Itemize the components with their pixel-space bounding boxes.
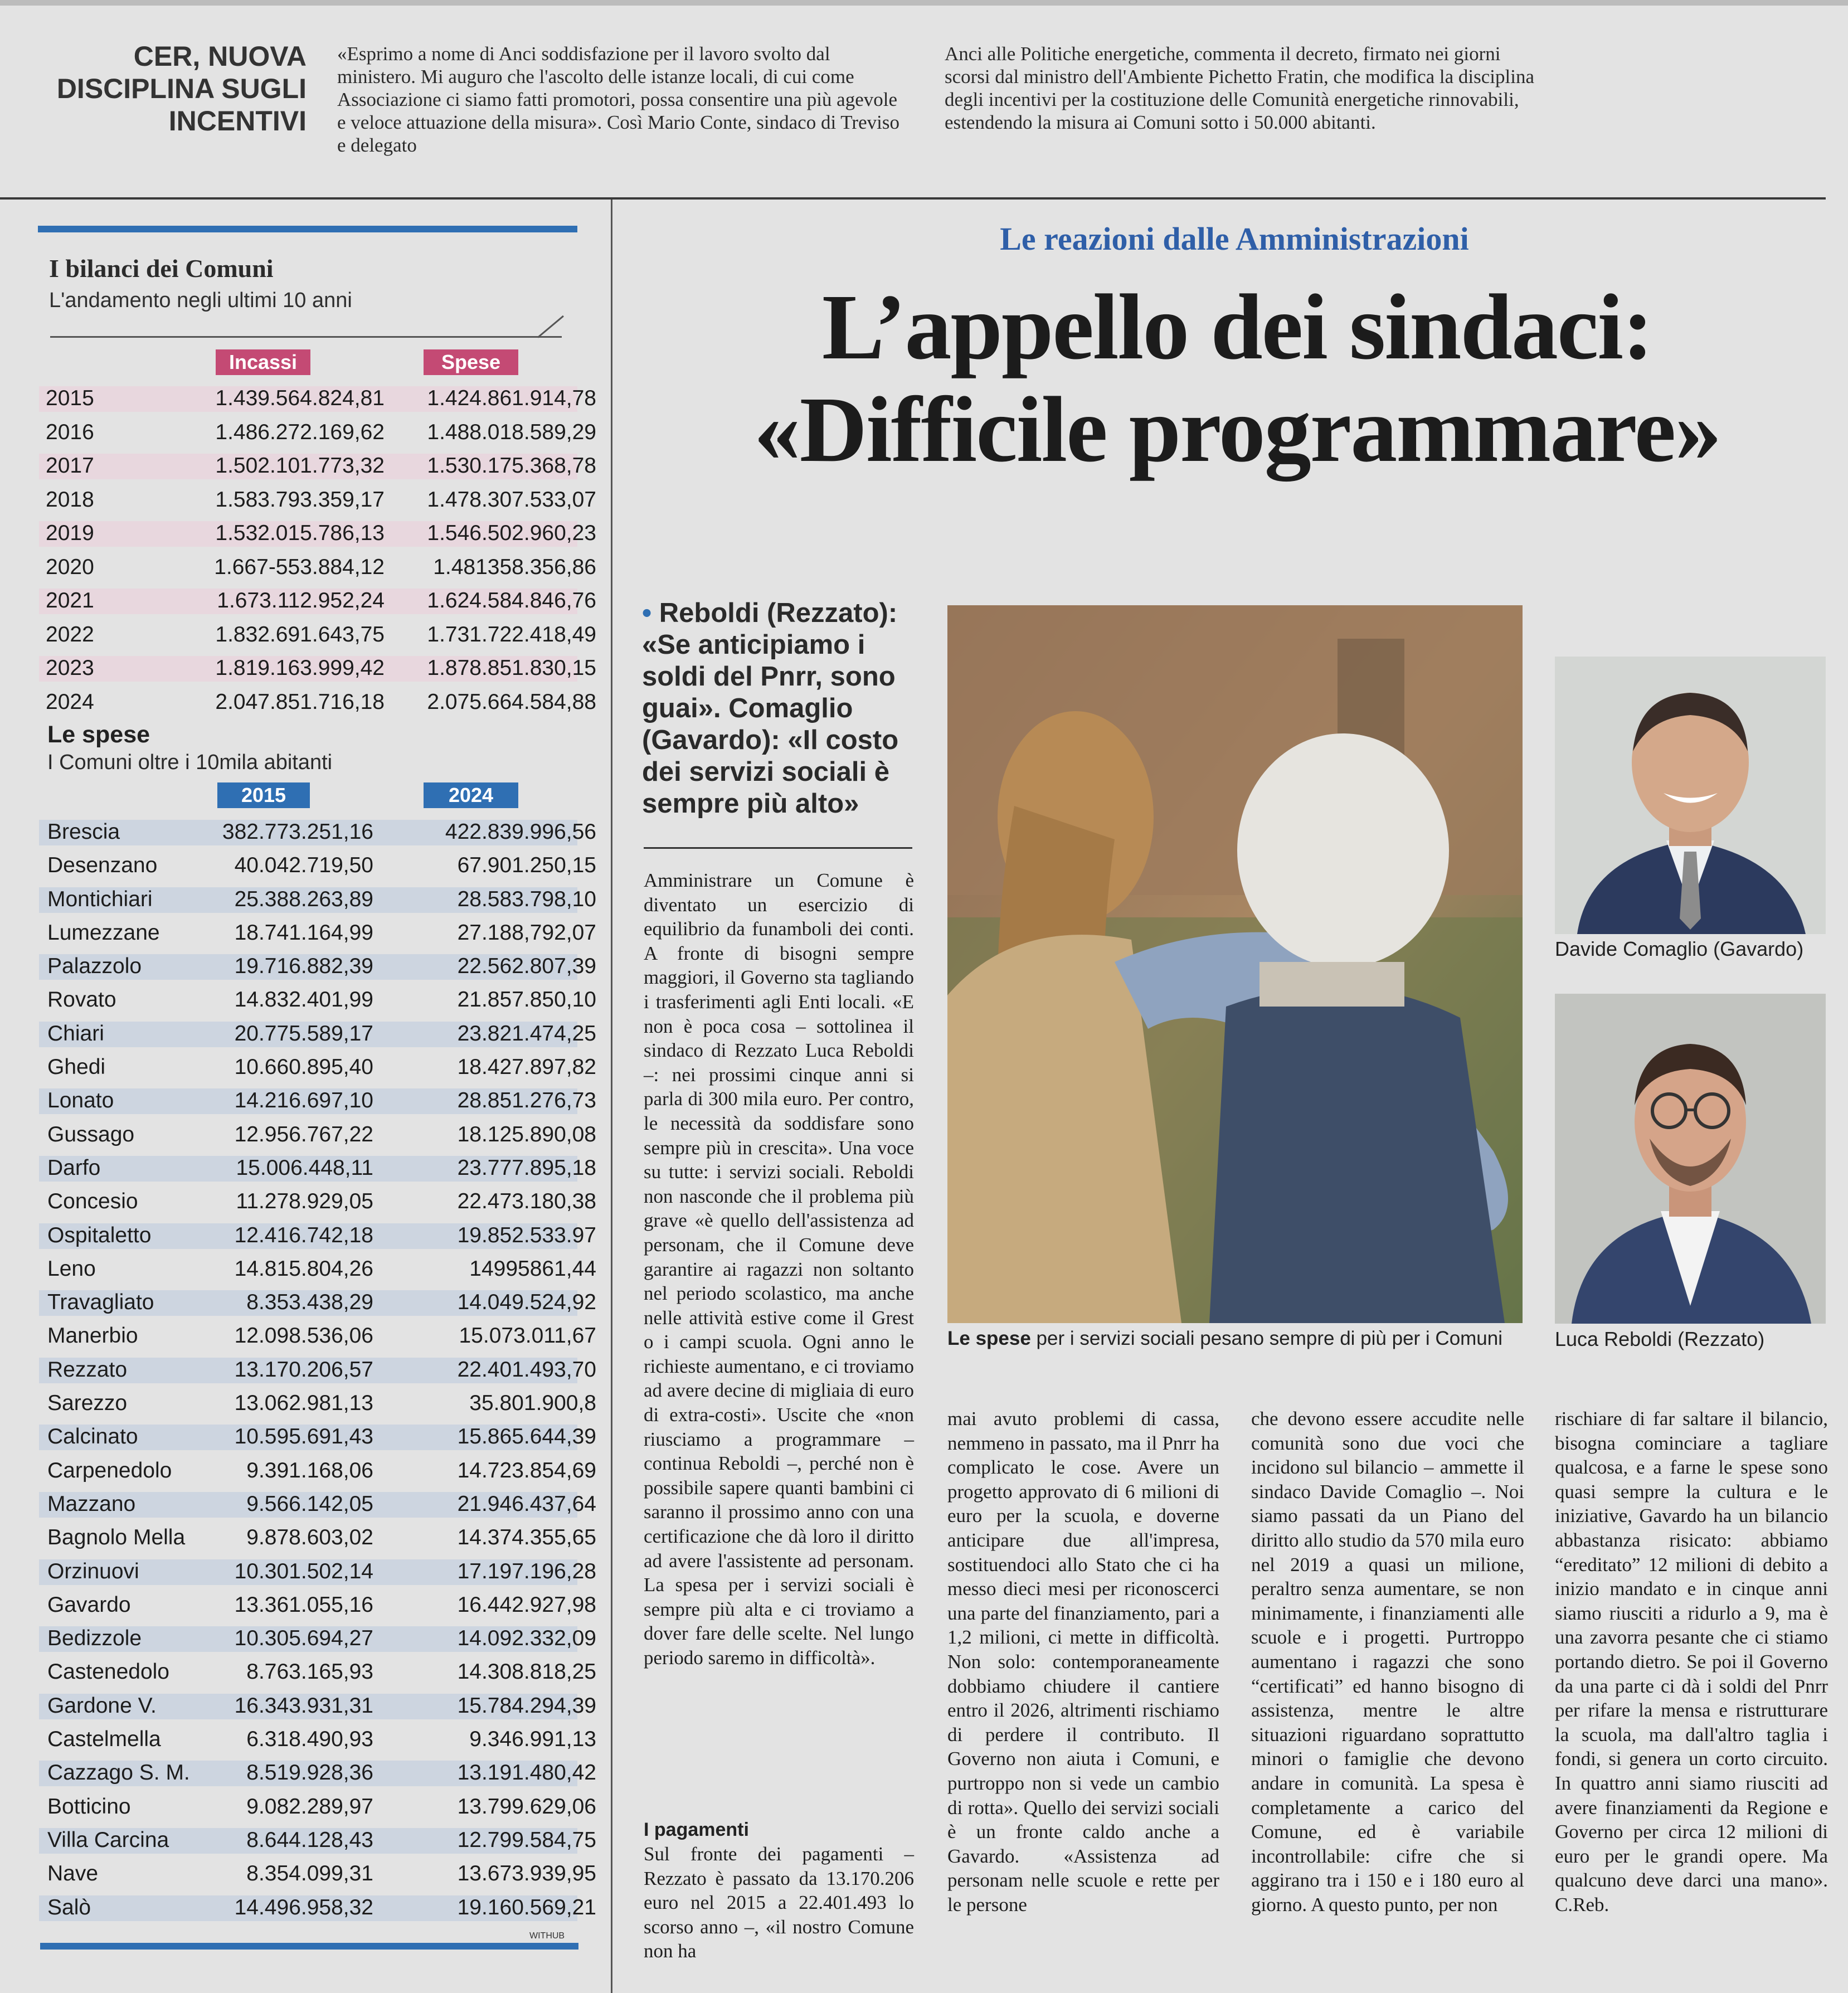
- spesa-2024-cell: 14.308.818,25: [457, 1660, 596, 1684]
- spese-cell: 1.424.861.914,78: [427, 386, 596, 410]
- table-row: [39, 1589, 596, 1622]
- table-row: [39, 1387, 596, 1421]
- spesa-2015-cell: 8.353.438,29: [246, 1290, 373, 1315]
- comune-name-cell: Desenzano: [47, 853, 158, 878]
- spesa-2024-cell: 18.125.890,08: [457, 1122, 596, 1146]
- table-row: [39, 686, 596, 720]
- spesa-2015-cell: 9.391.168,06: [246, 1458, 373, 1482]
- comune-name-cell: Palazzolo: [47, 954, 142, 979]
- caption-bold: Le spese: [947, 1328, 1031, 1349]
- comune-name-cell: Sarezzo: [47, 1391, 128, 1416]
- bilanci-table: [39, 382, 596, 720]
- spesa-2024-cell: 23.821.474,25: [457, 1021, 596, 1046]
- spesa-2024-cell: 12.799.584,75: [457, 1827, 596, 1852]
- table-row: [39, 1185, 596, 1219]
- table-row: [39, 950, 596, 984]
- article-column-3: che devono essere accudite nelle comunità sono due voci che incidono sul bilancio – ammette il sindaco Davide Comaglio –. Noi siamo passati da un Piano del diritto allo studio da 570 mila euro nel 2019 a quasi un milione, peraltro senza aumentare, se non minimamente, i finanziamenti alle scuole e i progetti. Purtroppo aumentano i ragazzi che sono “certificati” ed hanno bisogno di assistenza, mentre le altre situazioni riguardano soprattutto minori o famiglie che devono andare in comunità. La spesa è completamente a carico del Comune, ed è variabile incontrollabile: cifre che si aggirano tra i 150 e i 180 euro al giorno. A questo punto, per non: [1251, 1408, 1524, 1916]
- headline-line-2: «Difficile programmare»: [753, 378, 1721, 482]
- spesa-2015-cell: 19.716.882,39: [234, 954, 373, 979]
- portrait-caption-comaglio: Davide Comaglio (Gavardo): [1555, 937, 1804, 960]
- table-row: [39, 816, 596, 849]
- table-row: [39, 517, 596, 551]
- column-header-2015: 2015: [217, 782, 310, 808]
- comune-name-cell: Bedizzole: [47, 1626, 142, 1651]
- table-row: [39, 1892, 596, 1925]
- comune-name-cell: Lumezzane: [47, 920, 160, 945]
- spesa-2015-cell: 13.170.206,57: [234, 1357, 373, 1382]
- brief-text-2: Anci alle Politiche energetiche, commenta il decreto, firmato nei giorni scorsi dal ministro dell'Ambiente Pichetto Fratin, che modifica la disciplina degli incentivi per la costituzione delle Comunità energetiche rinnovabili, estendendo la misura ai Comuni sotto i 50.000 abitanti.: [945, 43, 1535, 133]
- year-cell: 2022: [46, 622, 94, 646]
- spesa-2015-cell: 13.361.055,16: [234, 1592, 373, 1617]
- spese-cell: 1.878.851.830,15: [427, 656, 596, 680]
- table-row: [39, 883, 596, 917]
- spese-cell: 1.478.307.533,07: [427, 487, 596, 512]
- comune-name-cell: Leno: [47, 1256, 96, 1281]
- spesa-2024-cell: 21.857.850,10: [457, 988, 596, 1012]
- comune-name-cell: Mazzano: [47, 1491, 136, 1516]
- year-cell: 2024: [46, 689, 94, 714]
- table-row: [39, 1791, 596, 1824]
- comune-name-cell: Nave: [47, 1861, 99, 1886]
- incassi-cell: 1.502.101.773,32: [215, 454, 385, 478]
- year-cell: 2018: [46, 487, 94, 512]
- table-row: [39, 1723, 596, 1757]
- spese-cell: 1.530.175.368,78: [427, 454, 596, 478]
- incassi-cell: 1.667-553.884,12: [214, 555, 385, 579]
- spesa-2015-cell: 14.216.697,10: [234, 1088, 373, 1113]
- article-column-4: rischiare di far saltare il bilancio, bisogna cominciare a tagliare qualcosa, e a farne le spese sono quasi sempre la cultura e le iniziative, Gavardo ha un bilancio abbastanza risicato: abbiamo “ereditato” 12 milioni di debito a inizio mandato e in cinque anni siamo riusciti a ridurlo a 9, ma è una zavorra pesante che ci stiamo portando dietro. Se poi il Governo da una parte ci dà i soldi del Pnrr per rifare la mensa e ristrutturare la scuola, ma dall'altro taglia i fondi, si genera un corto circuito. In quattro anni siamo riusciti ad avere finanziamenti da Regione e Governo per circa 12 milioni di euro per le grandi opere. Ma qualcuno deve darci una mano». C.Reb.: [1555, 1408, 1828, 1916]
- comune-name-cell: Concesio: [47, 1189, 138, 1214]
- table-row: [39, 917, 596, 950]
- comune-name-cell: Ospitaletto: [47, 1223, 152, 1247]
- spesa-2024-cell: 18.427.897,82: [457, 1055, 596, 1080]
- spesa-2015-cell: 8.644.128,43: [246, 1827, 373, 1852]
- spesa-2024-cell: 17.197.196,28: [457, 1559, 596, 1583]
- table-row: [39, 1286, 596, 1320]
- spese-table: [39, 816, 596, 1925]
- column-header-spese: Spese: [424, 349, 518, 375]
- comune-name-cell: Bagnolo Mella: [47, 1525, 186, 1550]
- table-row: [39, 1488, 596, 1522]
- spesa-2024-cell: 21.946.437,64: [457, 1491, 596, 1516]
- spese-cell: 1.546.502.960,23: [427, 521, 596, 545]
- spesa-2015-cell: 13.062.981,13: [234, 1391, 373, 1416]
- spesa-2024-cell: 22.473.180,38: [457, 1189, 596, 1214]
- article-subhead: [642, 597, 915, 820]
- spesa-2024-cell: 13.191.480,42: [457, 1761, 596, 1785]
- spesa-2024-cell: 35.801.900,8: [469, 1391, 596, 1416]
- table-row: [39, 585, 596, 619]
- comune-name-cell: Brescia: [47, 820, 120, 844]
- table-row: [39, 1320, 596, 1353]
- incassi-cell: 1.819.163.999,42: [215, 656, 385, 680]
- top-rule: [0, 0, 1848, 6]
- spesa-2015-cell: 10.595.691,43: [234, 1425, 373, 1449]
- spesa-2024-cell: 14995861,44: [469, 1256, 596, 1281]
- spesa-2024-cell: 9.346.991,13: [469, 1727, 596, 1752]
- comune-name-cell: Carpenedolo: [47, 1458, 172, 1482]
- spesa-2015-cell: 14.815.804,26: [234, 1256, 373, 1281]
- table-row: [39, 1219, 596, 1253]
- comune-name-cell: Manerbio: [47, 1324, 138, 1348]
- article-column-1: Amministrare un Comune è diventato un esercizio di equilibrio da funamboli dei conti. A fronte di bisogni sempre maggiori, il Governo sta tagliando i trasferimenti agli Enti locali. «E non è poca cosa – sottolinea il sindaco di Rezzato Luca Reboldi –: nei prossimi cinque anni si parla di 300 mila euro. Per contro, le necessità da soddisfare sono sempre più in crescita». Una voce su tutte: i servizi sociali. Reboldi non nasconde che il problema più grave «è quello dell'assistenza ad personam, che il Comune deve garantire ai ragazzi non soltanto nel periodo scolastico, ma anche nelle attività estive come il Grest o i campi scuola. Ogni anno le richieste aumentano, e ci troviamo ad avere decine di migliaia di euro di extra-costi». Uscite che «non riusciamo a programmare – continua Reboldi –, perché non è possibile sapere quanti bambini ci saranno il prossimo anno con una certificazione che dà loro il diritto ad avere l'assistente ad personam. La spesa per i servizi sociali è sempre più alta e ci troviamo a dover fare delle scelte. Nel lungo periodo saremo in difficoltà».: [644, 869, 914, 1669]
- spesa-2024-cell: 67.901.250,15: [457, 853, 596, 878]
- spesa-2024-cell: 14.723.854,69: [457, 1458, 596, 1482]
- comune-name-cell: Botticino: [47, 1794, 131, 1819]
- spesa-2015-cell: 382.773.251,16: [222, 820, 373, 844]
- table-row: [39, 1455, 596, 1488]
- article-subheading: I pagamenti: [644, 1819, 749, 1840]
- year-cell: 2020: [46, 555, 94, 579]
- comune-name-cell: Gardone V.: [47, 1693, 157, 1718]
- main-photo: [947, 605, 1523, 1323]
- incassi-cell: 1.486.272.169,62: [215, 420, 385, 444]
- comune-name-cell: Lonato: [47, 1088, 114, 1113]
- column-divider: [611, 200, 612, 1993]
- year-cell: 2015: [46, 386, 94, 410]
- spesa-2024-cell: 14.374.355,65: [457, 1525, 596, 1550]
- incassi-cell: 1.673.112.952,24: [217, 589, 385, 613]
- table-row: [39, 1824, 596, 1858]
- table-row: [39, 382, 596, 416]
- subhead-text: Reboldi (Rezzato): «Se anticipiamo i soldi del Pnrr, sono guai». Comaglio (Gavardo): «Il costo dei servizi sociali è sempre più alto»: [642, 598, 899, 819]
- spesa-2024-cell: 22.401.493,70: [457, 1357, 596, 1382]
- headline-line-1: L’appello dei sindaci:: [821, 275, 1653, 379]
- spesa-2024-cell: 15.784.294,39: [457, 1693, 596, 1718]
- photo-caption: [947, 1328, 1527, 1350]
- table-row: [39, 1858, 596, 1891]
- spesa-2015-cell: 8.354.099,31: [246, 1861, 373, 1886]
- spesa-2015-cell: 14.496.958,32: [234, 1895, 373, 1919]
- article-column-2: mai avuto problemi di cassa, nemmeno in passato, ma il Pnrr ha complicato le cose. Avere un progetto approvato di 6 milioni di euro per la scuola, e doverne anticipare due all'impresa, sostituendoci allo Stato che ci ha messo dieci mesi per riconoscerci una parte del finanziamento, pari a 1,2 milioni, ci mette in difficoltà. Non solo: contemporaneamente dobbiamo chiudere il cantiere entro il 2026, altrimenti rischiamo di perdere il contributo. Il Governo non aiuta i Comuni, e purtroppo non si vede un cambio di rotta». Quello dei servizi sociali è un fronte caldo anche a Gavardo. «Assistenza ad personam nelle scuole e rette per le persone: [947, 1408, 1219, 1916]
- spesa-2015-cell: 6.318.490,93: [246, 1727, 373, 1752]
- comune-name-cell: Orzinuovi: [47, 1559, 139, 1583]
- spesa-2024-cell: 28.851.276,73: [457, 1088, 596, 1113]
- table-title: I bilanci dei Comuni: [49, 254, 274, 283]
- comune-name-cell: Rezzato: [47, 1357, 128, 1382]
- spesa-2015-cell: 10.301.502,14: [234, 1559, 373, 1583]
- article-column-1-continued: Sul fronte dei pagamenti – Rezzato è passato da 13.170.206 euro nel 2015 a 22.401.493 lo scorso anno –, «il nostro Comune non ha: [644, 1843, 914, 1962]
- table-row: [39, 619, 596, 653]
- spesa-2015-cell: 16.343.931,31: [234, 1693, 373, 1718]
- table-row: [39, 450, 596, 484]
- article-kicker: Le reazioni dalle Amministrazioni: [1000, 221, 1469, 257]
- comune-name-cell: Castelmella: [47, 1727, 161, 1752]
- portrait-comaglio: [1555, 657, 1826, 934]
- spese-cell: 2.075.664.584,88: [427, 689, 596, 714]
- spesa-2024-cell: 19.160.569,21: [457, 1895, 596, 1919]
- spesa-2015-cell: 12.098.536,06: [234, 1324, 373, 1348]
- spesa-2024-cell: 13.799.629,06: [457, 1794, 596, 1819]
- table-row: [39, 1152, 596, 1185]
- column-header-incassi: Incassi: [216, 349, 310, 375]
- table-credit: WITHUB: [529, 1931, 565, 1941]
- incassi-cell: 1.532.015.786,13: [215, 521, 385, 545]
- spesa-2015-cell: 40.042.719,50: [234, 853, 373, 878]
- spesa-2024-cell: 27.188,792,07: [457, 920, 596, 945]
- spesa-2015-cell: 20.775.589,17: [234, 1021, 373, 1046]
- section-divider: [0, 197, 1826, 200]
- spesa-2024-cell: 16.442.927,98: [457, 1592, 596, 1617]
- table-row: [39, 551, 596, 585]
- comune-name-cell: Villa Carcina: [47, 1827, 169, 1852]
- table-row: [39, 1354, 596, 1387]
- table-row: [39, 416, 596, 450]
- table-row: [39, 1522, 596, 1555]
- spesa-2024-cell: 22.562.807,39: [457, 954, 596, 979]
- year-cell: 2019: [46, 521, 94, 545]
- spesa-2015-cell: 12.956.767,22: [234, 1122, 373, 1146]
- spesa-2015-cell: 8.763.165,93: [246, 1660, 373, 1684]
- table-rule-corner: [537, 315, 564, 338]
- spesa-2015-cell: 12.416.742,18: [234, 1223, 373, 1247]
- table-row: [39, 1051, 596, 1085]
- comune-name-cell: Castenedolo: [47, 1660, 169, 1684]
- table-subtitle: L'andamento negli ultimi 10 anni: [49, 289, 352, 312]
- spesa-2015-cell: 9.878.603,02: [246, 1525, 373, 1550]
- table-row: [39, 652, 596, 686]
- table-row: [39, 1421, 596, 1454]
- column-header-2024: 2024: [424, 782, 518, 808]
- table-row: [39, 1690, 596, 1723]
- table-row: [39, 1656, 596, 1689]
- comune-name-cell: Chiari: [47, 1021, 104, 1046]
- brief-text-1: «Esprimo a nome di Anci soddisfazione per il lavoro svolto dal ministero. Mi auguro che l'ascolto delle istanze locali, di cui come Associazione ci siamo fatti promotori, possa consentire una più agevole e veloce attuazione della misura». Così Mario Conte, sindaco di Treviso e delegato: [337, 43, 899, 156]
- comune-name-cell: Gavardo: [47, 1592, 131, 1617]
- spese-cell: 1.731.722.418,49: [427, 622, 596, 646]
- spesa-2015-cell: 8.519.928,36: [246, 1761, 373, 1785]
- table-row: [39, 1085, 596, 1118]
- comune-name-cell: Rovato: [47, 988, 116, 1012]
- spesa-2015-cell: 9.082.289,97: [246, 1794, 373, 1819]
- table-row: [39, 1253, 596, 1286]
- table-row: [39, 849, 596, 883]
- spese-title: Le spese: [47, 721, 150, 748]
- brief-heading: CER, NUOVA DISCIPLINA SUGLI INCENTIVI: [56, 41, 307, 137]
- table-bottom-rule: [40, 1943, 578, 1950]
- spese-subtitle: I Comuni oltre i 10mila abitanti: [47, 751, 333, 774]
- year-cell: 2021: [46, 589, 94, 613]
- comune-name-cell: Montichiari: [47, 887, 153, 911]
- spesa-2015-cell: 18.741.164,99: [234, 920, 373, 945]
- incassi-cell: 1.832.691.643,75: [215, 622, 385, 646]
- spesa-2024-cell: 15.865.644,39: [457, 1425, 596, 1449]
- caption-text: per i servizi sociali pesano sempre di più per i Comuni: [1030, 1328, 1503, 1349]
- incassi-cell: 1.439.564.824,81: [215, 386, 385, 410]
- spesa-2024-cell: 19.852.533.97: [457, 1223, 596, 1247]
- comune-name-cell: Darfo: [47, 1155, 101, 1180]
- spesa-2024-cell: 14.049.524,92: [457, 1290, 596, 1315]
- spesa-2024-cell: 422.839.996,56: [445, 820, 596, 844]
- spesa-2024-cell: 28.583.798,10: [457, 887, 596, 911]
- spesa-2015-cell: 10.305.694,27: [234, 1626, 373, 1651]
- spesa-2015-cell: 14.832.401,99: [234, 988, 373, 1012]
- spesa-2015-cell: 15.006.448,11: [236, 1155, 373, 1180]
- article-headline: [641, 276, 1834, 481]
- incassi-cell: 2.047.851.716,18: [215, 689, 385, 714]
- table-row: [39, 1622, 596, 1656]
- table-top-rule: [38, 226, 577, 232]
- spesa-2015-cell: 25.388.263,89: [234, 887, 373, 911]
- table-rule: [50, 336, 562, 338]
- comune-name-cell: Ghedi: [47, 1055, 106, 1080]
- subhead-rule: [644, 847, 912, 849]
- spesa-2024-cell: 15.073.011,67: [459, 1324, 596, 1348]
- table-row: [39, 484, 596, 518]
- comune-name-cell: Salò: [47, 1895, 91, 1919]
- year-cell: 2016: [46, 420, 94, 444]
- portrait-reboldi: [1555, 994, 1826, 1324]
- year-cell: 2017: [46, 454, 94, 478]
- spesa-2024-cell: 23.777.895,18: [457, 1155, 596, 1180]
- year-cell: 2023: [46, 656, 94, 680]
- comune-name-cell: Travagliato: [47, 1290, 154, 1315]
- spese-cell: 1.624.584.846,76: [427, 589, 596, 613]
- spesa-2024-cell: 14.092.332,09: [457, 1626, 596, 1651]
- comune-name-cell: Cazzago S. M.: [47, 1761, 190, 1785]
- spese-cell: 1.488.018.589,29: [427, 420, 596, 444]
- spesa-2015-cell: 9.566.142,05: [246, 1491, 373, 1516]
- portrait-caption-reboldi: Luca Reboldi (Rezzato): [1555, 1328, 1765, 1350]
- spesa-2024-cell: 13.673.939,95: [457, 1861, 596, 1886]
- incassi-cell: 1.583.793.359,17: [215, 487, 385, 512]
- comune-name-cell: Calcinato: [47, 1425, 138, 1449]
- table-row: [39, 1119, 596, 1152]
- table-row: [39, 984, 596, 1017]
- spesa-2015-cell: 11.278.929,05: [236, 1189, 373, 1214]
- spese-cell: 1.481358.356,86: [433, 555, 596, 579]
- table-row: [39, 1018, 596, 1051]
- comune-name-cell: Gussago: [47, 1122, 135, 1146]
- table-row: [39, 1555, 596, 1589]
- bullet-icon: •: [642, 598, 652, 628]
- table-row: [39, 1757, 596, 1790]
- spesa-2015-cell: 10.660.895,40: [234, 1055, 373, 1080]
